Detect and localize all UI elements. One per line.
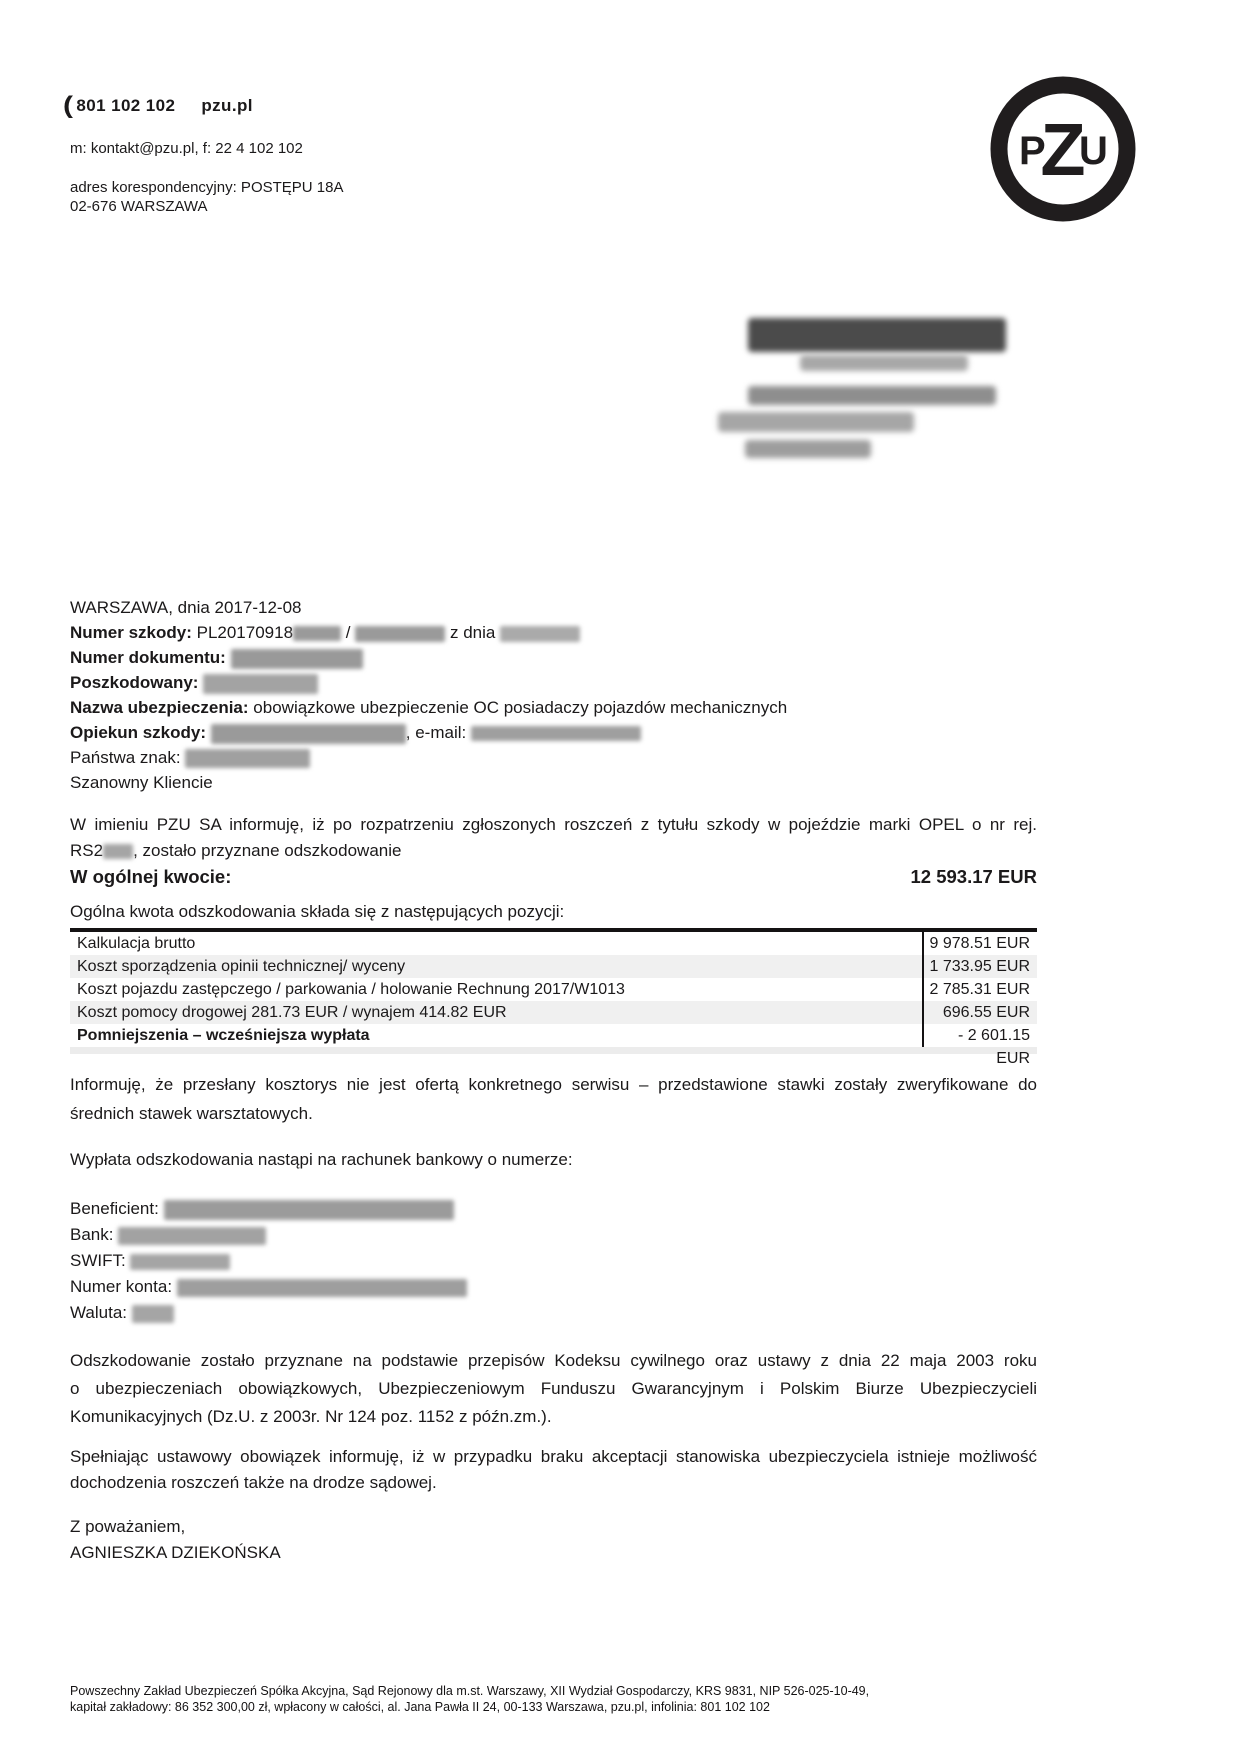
cost-item-amount: 696.55 EUR [922,1001,1037,1024]
currency-row [70,1300,1037,1326]
redacted-claim-suffix [293,626,341,641]
header-contact-line: m: kontakt@pzu.pl, f: 22 4 102 102 [70,140,303,157]
insurance-name-label: Nazwa ubezpieczenia: [70,698,249,717]
website-text: pzu.pl [201,96,253,115]
redacted-line [748,318,1006,352]
appeal-line1: Spełniając ustawowy obowiązek informuję, iż w przypadku braku akceptacji stanowiska ubezpieczyciela istnieje możliwość [70,1447,1037,1466]
redacted-claim-date [500,626,580,642]
signature-name: AGNIESZKA DZIEKOŃSKA [70,1543,281,1562]
injured-row [70,670,1037,695]
legal-line3: Komunikacyjnych (Dz.U. z 2003r. Nr 124 poz. 1152 z późn.zm.). [70,1407,552,1426]
redacted-handler-email [471,726,641,741]
cost-item-label: Koszt sporządzenia opinii technicznej/ wyceny [77,958,406,975]
redacted-bank-name [118,1227,266,1245]
document-number-label: Numer dokumentu: [70,648,226,667]
legal-line1: Odszkodowanie zostało przyznane na podstawie przepisów Kodeksu cywilnego oraz ustawy z dnia 22 maja 2003 roku [70,1351,1037,1370]
pzu-logo-graphic [988,74,1138,224]
cost-item-label: Pomniejszenia – wcześniejsza wypłata [77,1027,370,1044]
appeal-line2: dochodzenia roszczeń także na drodze sądowej. [70,1473,437,1492]
estimate-paragraph [70,1070,1037,1128]
document-number-row [70,645,1037,670]
signature-block [70,1514,1037,1566]
bank-details [70,1196,1037,1326]
table-row-deductions [70,1024,1037,1067]
legal-line2: o ubezpieczeniach obowiązkowych, Ubezpieczeniowym Funduszu Gwarancyjnym i Polskim Biurze Ubezpieczycieli [70,1379,1037,1398]
claim-handler-row [70,720,1037,745]
cost-item-label: Koszt pomocy drogowej 281.73 EUR / wynajem 414.82 EUR [77,1004,507,1021]
claim-handler-label: Opiekun szkody: [70,723,207,742]
intro-paragraph [70,812,1037,864]
beneficiary-label: Beneficient: [70,1199,159,1218]
breakdown-table [70,928,1037,1067]
table-row [70,955,1037,978]
claim-number-label: Numer szkody: [70,623,192,642]
intro-line2-suffix: , zostało przyznane odszkodowanie [133,841,402,860]
redacted-injured-name [203,674,318,694]
beneficiary-row [70,1196,1037,1222]
redacted-account-number [177,1279,467,1297]
intro-line2 [70,838,1037,864]
total-label: W ogólnej kwocie: [70,866,232,887]
redacted-currency [132,1305,174,1323]
insurance-name-value: obowiązkowe ubezpieczenie OC posiadaczy pojazdów mechanicznych [253,698,788,717]
injured-label: Poszkodowany: [70,673,199,692]
table-row [70,1001,1037,1024]
logo-letter-z: Z [1040,108,1086,191]
pzu-logo [988,74,1138,224]
bank-label: Bank: [70,1225,114,1244]
your-reference-row [70,745,1037,770]
redacted-plate [103,844,133,859]
redacted-beneficiary [164,1200,454,1220]
claim-number-row [70,620,1037,645]
redacted-line [718,412,914,432]
redacted-reference [185,749,310,768]
claim-number-separator: / [345,623,351,642]
intro-line1: W imieniu PZU SA informuję, iż po rozpatrzeniu zgłoszonych roszczeń z tytułu szkody w pojeździe marki OPEL o nr rej. [70,815,1037,834]
hotline-number: 801 102 102 [76,96,176,115]
cost-item-label: Koszt pojazdu zastępczego / parkowania / holowanie Rechnung 2017/W1013 [77,981,625,998]
cost-item-amount: - 2 601.15 EUR [922,1024,1037,1047]
bank-row [70,1222,1037,1248]
swift-row [70,1248,1037,1274]
total-amount-row [70,866,1037,888]
redacted-line [745,440,871,458]
total-amount: 12 593.17 EUR [910,866,1037,887]
letter-meta [70,595,1037,795]
appeal-paragraph [70,1444,1037,1496]
cost-item-amount: 2 785.31 EUR [922,978,1037,1001]
legal-paragraph [70,1347,1037,1431]
cost-item-amount: 9 978.51 EUR [922,932,1037,955]
redacted-document-number [231,649,363,669]
header-address-line2: 02-676 WARSZAWA [70,198,208,215]
redacted-swift [130,1254,230,1270]
swift-label: SWIFT: [70,1251,126,1270]
logo-letter-u: U [1079,129,1108,173]
table-bottom-strip [70,1047,1037,1054]
estimate-line1: Informuję, że przesłany kosztorys nie jest ofertą konkretnego serwisu – przedstawione stawki zostały zweryfikowane do [70,1075,1037,1094]
redacted-line [800,355,968,371]
logo-letter-p: P [1019,129,1046,173]
email-label: , e-mail: [405,723,467,742]
city-date: WARSZAWA, dnia 2017-12-08 [70,598,302,617]
footer-line2: kapitał zakładowy: 86 352 300,00 zł, wpłacony w całości, al. Jana Pawła II 24, 00-133 Warszawa, pzu.pl, infolinia: 801 102 102 [70,1699,770,1714]
claim-date-prefix: z dnia [449,623,496,642]
redacted-handler-name [211,724,406,744]
cost-item-label: Kalkulacja brutto [77,935,196,952]
currency-label: Waluta: [70,1303,128,1322]
header-address-line1: adres korespondencyjny: POSTĘPU 18A [70,179,344,196]
account-row [70,1274,1037,1300]
redacted-claim-alt [355,626,445,642]
claim-number-value: PL20170918 [196,623,294,642]
estimate-line2: średnich stawek warsztatowych. [70,1104,313,1123]
table-row [70,932,1037,955]
phone-icon: ( [62,92,74,119]
insurance-name-row [70,695,1037,720]
plate-prefix: RS2 [70,841,104,860]
account-label: Numer konta: [70,1277,173,1296]
payout-intro: Wypłata odszkodowania nastąpi na rachunek bankowy o numerze: [70,1150,573,1169]
salutation: Szanowny Kliencie [70,773,213,792]
breakdown-intro: Ogólna kwota odszkodowania składa się z następujących pozycji: [70,902,565,921]
signature-closing: Z poważaniem, [70,1517,186,1536]
redacted-line [748,386,996,405]
company-footer [70,1684,1070,1715]
footer-line1: Powszechny Zakład Ubezpieczeń Spółka Akcyjna, Sąd Rejonowy dla m.st. Warszawy, XII Wydział Gospodarczy, KRS 9831, NIP 526-025-10-49, [70,1684,870,1698]
your-reference-label: Państwa znak: [70,748,181,767]
table-row [70,978,1037,1001]
header-hotline [62,92,253,119]
cost-item-amount: 1 733.95 EUR [922,955,1037,978]
